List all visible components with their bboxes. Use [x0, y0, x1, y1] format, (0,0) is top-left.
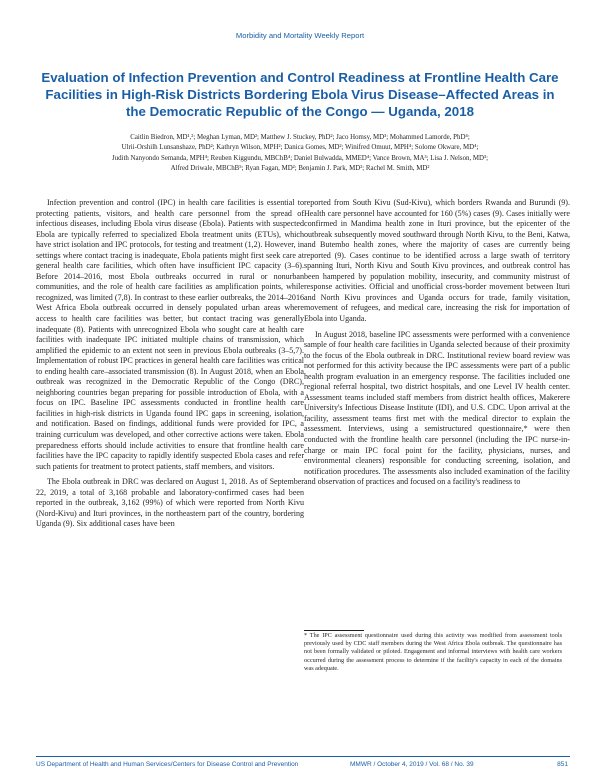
article-title: Evaluation of Infection Prevention and Control Readiness at Frontline Health Care Facilities in High-Risk Districts Bordering Ebola Virus Disease–Affected Areas in the Democratic Republic of the Congo — Uganda, 2018 — [41, 70, 559, 119]
footnote: * The IPC assessment questionnaire used during this activity was modified from assessment tools previously used by CDC staff members during the West Africa Ebola outbreak. The questionnaire has not been formally validated or piloted. Engagement and informal interviews with health care workers occurred during the assessment process to determine if the facility's capacity in each of the domains was adequate. — [304, 632, 562, 672]
footer-issue: MMWR / October 4, 2019 / Vol. 68 / No. 39 — [350, 761, 474, 768]
footnote-divider — [304, 630, 364, 631]
body-paragraph: The Ebola outbreak in DRC was declared on August 1, 2018. As of September 22, 2019, a total of 3,168 probable and laboratory-confirmed cases had been reported in the outbreak, 3,162 (99%) of which were reported from North Kivu (Nord-Kivu) and Ituri provinces, in the northeastern part of the country, bordering Uganda (9). Six additional cases have been — [36, 477, 304, 529]
author-line: Ulrii-Orshilh Lunsanshaze, PhD²; Kathryn Wilson, MPH²; Danica Gomes, MD²; Winifred Omuut, MPH⁴; Solome Okware, MD⁴; — [121, 144, 479, 152]
right-column — [304, 198, 570, 493]
left-column — [36, 198, 304, 535]
body-paragraph: reported from South Kivu (Sud-Kivu), which borders Rwanda and Burundi (9). Health care personnel have accounted for 160 (5%) cases (9). Cases initially were confirmed in Mandima health zone in Ituri province, but the epicenter of the outbreak subsequently moved southward through North Kivu, to the Beni, Katwa, and Butembo health zones, where the majority of cases are currently being reported (9). Cases continue to be identified across a large swath of territory spanning Ituri, North Kivu and South Kivu provinces, and outbreak control has been hampered by population mobility, insecurity, and community mistrust of response activities. Official and unofficial cross-border movement between Ituri and North Kivu provinces and Uganda occurs for trade, family visitation, movement of refugees, and medical care, increasing the risk for importation of Ebola into Uganda. — [304, 198, 570, 324]
body-paragraph: Infection prevention and control (IPC) in health care facilities is essential to protecting patients, visitors, and health care personnel from the spread of infectious diseases, including Ebola virus disease (Ebola). Patients with suspected Ebola are typically referred to specialized Ebola treatment units (ETUs), which have strict isolation and IPC protocols, for testing and treatment (1,2). However, in settings where contact tracing is inadequate, Ebola patients might first seek care at general health care facilities, which often have insufficient IPC capacity (3–6). Before 2014–2016, most Ebola outbreaks occurred in rural or nonurban communities, and the role of health care facilities as amplification points, while recognized, was limited (7,8). In contrast to these earlier outbreaks, the 2014–2016 West Africa Ebola outbreak occurred in densely populated urban areas where access to health care facilities was better, but contact tracing was generally inadequate (8). Patients with unrecognized Ebola who sought care at health care facilities with inadequate IPC initiated multiple chains of transmission, which amplified the epidemic to an extent not seen in previous Ebola outbreaks (3–5,7). Implementation of robust IPC practices in general health care facilities was critical to ending health care–associated transmission (8). In August 2018, when an Ebola outbreak was recognized in the Democratic Republic of the Congo (DRC), neighboring countries began preparing for possible introduction of Ebola, with a focus on IPC. Baseline IPC assessments conducted in frontline health care facilities in high-risk districts in Uganda found IPC gaps in screening, isolation, and notification. Based on findings, additional funds were provided for IPC, a training curriculum was developed, and other corrective actions were taken. Ebola preparedness efforts should include activities to ensure that frontline health care facilities have the IPC capacity to rapidly identify suspected Ebola cases and refer such patients for treatment to protect patients, staff members, and visitors. — [36, 198, 304, 471]
author-line: Caitlin Biedron, MD¹,²; Meghan Lyman, MD²; Matthew J. Stuckey, PhD²; Jaco Homsy, MD³; Mohammed Lamorde, PhD⁴; — [130, 134, 470, 141]
journal-name: Morbidity and Mortality Weekly Report — [235, 31, 365, 40]
footer-divider — [36, 756, 570, 757]
author-line: Alfred Driwale, MBChB⁵; Ryan Fagan, MD²; Benjamin J. Park, MD²; Rachel M. Smith, MD² — [170, 165, 430, 173]
author-line: Judith Nanyondo Semanda, MPH⁴; Reuben Kiggundu, MBChB⁴; Daniel Bulwadda, MMED⁴; Vance Brown, MA³; Lisa J. Nelson, MD³; — [111, 154, 488, 162]
body-paragraph: In August 2018, baseline IPC assessments were performed with a convenience sample of four health care facilities in Uganda selected because of their proximity to the focus of the Ebola outbreak in DRC. Institutional review board review was not performed for this activity because the IPC assessments were part of a public health program evaluation in an emergency response. The facilities included one regional referral hospital, two district hospitals, and one Level IV health center. Assessment teams included staff members from district health offices, Makerere University's Infectious Disease Institute (IDI), and U.S. CDC. Upon arrival at the facility, assessment teams first met with the medical director to explain the assessment. Interviews, using a semistructured questionnaire,* were then conducted with the frontline health care personnel (including the IPC nurse-in-charge or main IPC focal point for the facility, physicians, nurses, and environmental cleaners) responsible for conducting screening, isolation, and notification procedures. The assessments also included examination of the facility and observation of practices and focused on a facility's readiness to — [304, 329, 570, 487]
page-number: 851 — [557, 761, 568, 768]
footer-agency: US Department of Health and Human Services/Centers for Disease Control and Prevention — [36, 761, 299, 768]
author-list — [30, 133, 570, 175]
